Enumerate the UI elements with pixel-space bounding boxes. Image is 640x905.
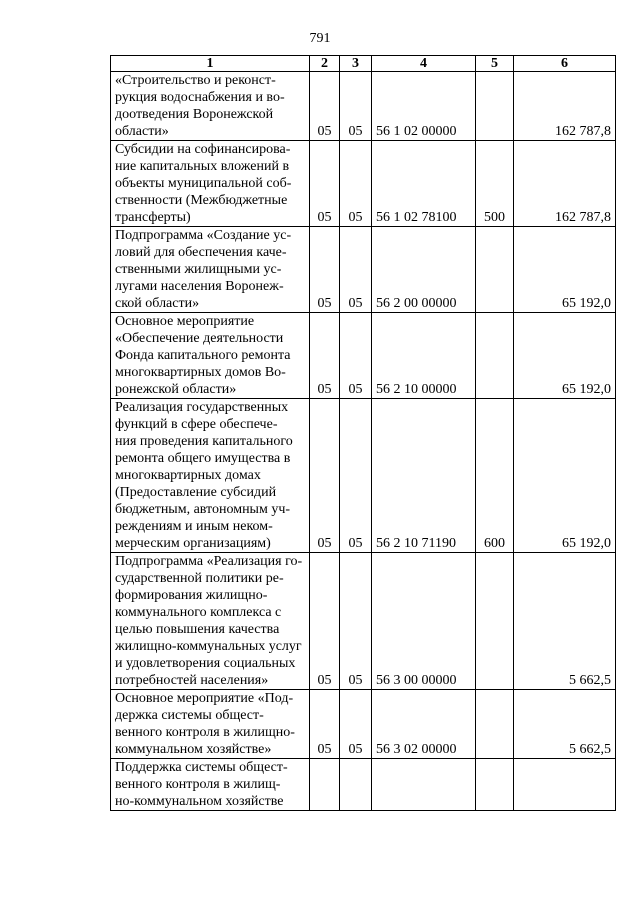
description-line: жилищно-коммунальных услуг <box>115 639 302 654</box>
description-line: венного контроля в жилищ- <box>115 777 281 792</box>
expense-type-cell <box>476 72 514 141</box>
row-description <box>111 690 310 759</box>
description-line: (Предоставление субсидий <box>115 485 277 500</box>
section-cell: 05 <box>310 227 340 313</box>
description-line: потребностей населения» <box>115 673 269 688</box>
row-description <box>111 227 310 313</box>
description-line: держка системы общест- <box>115 708 264 723</box>
target-article-cell: 56 1 02 78100 <box>372 141 476 227</box>
target-article-cell <box>372 759 476 811</box>
amount-cell: 5 662,5 <box>514 690 616 759</box>
budget-table <box>110 55 616 811</box>
amount-cell: 65 192,0 <box>514 227 616 313</box>
description-line: Подпрограмма «Создание ус- <box>115 228 292 243</box>
section-cell: 05 <box>310 399 340 553</box>
page-number: 791 <box>309 31 331 46</box>
expense-type-cell <box>476 553 514 690</box>
subsection-cell: 05 <box>340 227 372 313</box>
header-col-4: 4 <box>372 56 476 72</box>
table-row <box>111 227 616 313</box>
section-cell <box>310 759 340 811</box>
subsection-cell: 05 <box>340 553 372 690</box>
description-line: Реализация государственных <box>115 400 289 415</box>
expense-type-cell: 600 <box>476 399 514 553</box>
section-cell: 05 <box>310 690 340 759</box>
description-line: ственными жилищными ус- <box>115 262 282 277</box>
description-line: ронежской области» <box>115 382 237 397</box>
target-article-cell: 56 3 00 00000 <box>372 553 476 690</box>
description-line: Основное мероприятие <box>115 314 255 329</box>
table-row <box>111 72 616 141</box>
table-row <box>111 313 616 399</box>
target-article-cell: 56 1 02 00000 <box>372 72 476 141</box>
description-line: Субсидии на софинансирова- <box>115 142 291 157</box>
expense-type-cell <box>476 313 514 399</box>
table-body <box>111 72 616 811</box>
description-line: коммунального комплекса с <box>115 605 282 620</box>
subsection-cell: 05 <box>340 72 372 141</box>
description-line: «Строительство и реконст- <box>115 73 276 88</box>
description-line: рукция водоснабжения и во- <box>115 90 285 105</box>
target-article-cell: 56 2 00 00000 <box>372 227 476 313</box>
subsection-cell: 05 <box>340 690 372 759</box>
description-line: Поддержка системы общест- <box>115 760 288 775</box>
header-row <box>111 56 616 72</box>
description-line: трансферты) <box>115 210 191 225</box>
description-line: функций в сфере обеспече- <box>115 417 278 432</box>
description-line: формирования жилищно- <box>115 588 268 603</box>
row-description <box>111 313 310 399</box>
description-line: ремонта общего имущества в <box>115 451 291 466</box>
description-line: объекты муниципальной соб- <box>115 176 292 191</box>
row-description <box>111 72 310 141</box>
section-cell: 05 <box>310 313 340 399</box>
subsection-cell: 05 <box>340 313 372 399</box>
description-line: Фонда капитального ремонта <box>115 348 291 363</box>
description-line: реждениям и иным неком- <box>115 519 273 534</box>
amount-cell: 162 787,8 <box>514 72 616 141</box>
description-line: но-коммунальном хозяйстве <box>115 794 284 809</box>
description-line: многоквартирных домах <box>115 468 261 483</box>
table-row <box>111 399 616 553</box>
row-description <box>111 553 310 690</box>
table-row <box>111 553 616 690</box>
table-row <box>111 759 616 811</box>
description-line: ской области» <box>115 296 200 311</box>
description-line: лугами населения Воронеж- <box>115 279 284 294</box>
amount-cell: 5 662,5 <box>514 553 616 690</box>
subsection-cell: 05 <box>340 141 372 227</box>
table-row <box>111 690 616 759</box>
header-col-2: 2 <box>310 56 340 72</box>
description-line: ловий для обеспечения каче- <box>115 245 287 260</box>
subsection-cell: 05 <box>340 399 372 553</box>
target-article-cell: 56 2 10 71190 <box>372 399 476 553</box>
description-line: мерческим организациям) <box>115 536 271 551</box>
description-line: многоквартирных домов Во- <box>115 365 286 380</box>
row-description <box>111 141 310 227</box>
table-row <box>111 141 616 227</box>
description-line: доотведения Воронежской <box>115 107 274 122</box>
expense-type-cell <box>476 690 514 759</box>
header-col-5: 5 <box>476 56 514 72</box>
description-line: ственности (Межбюджетные <box>115 193 288 208</box>
description-line: «Обеспечение деятельности <box>115 331 284 346</box>
expense-type-cell <box>476 759 514 811</box>
section-cell: 05 <box>310 141 340 227</box>
header-col-1: 1 <box>111 56 310 72</box>
description-line: и удовлетворения социальных <box>115 656 296 671</box>
description-line: Основное мероприятие «Под- <box>115 691 294 706</box>
description-line: целью повышения качества <box>115 622 280 637</box>
target-article-cell: 56 2 10 00000 <box>372 313 476 399</box>
description-line: сударственной политики ре- <box>115 571 284 586</box>
description-line: ние капитальных вложений в <box>115 159 290 174</box>
expense-type-cell <box>476 227 514 313</box>
header-col-6: 6 <box>514 56 616 72</box>
amount-cell: 65 192,0 <box>514 313 616 399</box>
expense-type-cell: 500 <box>476 141 514 227</box>
amount-cell: 162 787,8 <box>514 141 616 227</box>
header-col-3: 3 <box>340 56 372 72</box>
target-article-cell: 56 3 02 00000 <box>372 690 476 759</box>
description-line: бюджетным, автономным уч- <box>115 502 291 517</box>
description-line: области» <box>115 124 169 139</box>
row-description <box>111 399 310 553</box>
section-cell: 05 <box>310 72 340 141</box>
amount-cell <box>514 759 616 811</box>
description-line: коммунальном хозяйстве» <box>115 742 272 757</box>
description-line: венного контроля в жилищно- <box>115 725 295 740</box>
amount-cell: 65 192,0 <box>514 399 616 553</box>
section-cell: 05 <box>310 553 340 690</box>
row-description <box>111 759 310 811</box>
description-line: Подпрограмма «Реализация го- <box>115 554 303 569</box>
description-line: ния проведения капитального <box>115 434 293 449</box>
subsection-cell <box>340 759 372 811</box>
